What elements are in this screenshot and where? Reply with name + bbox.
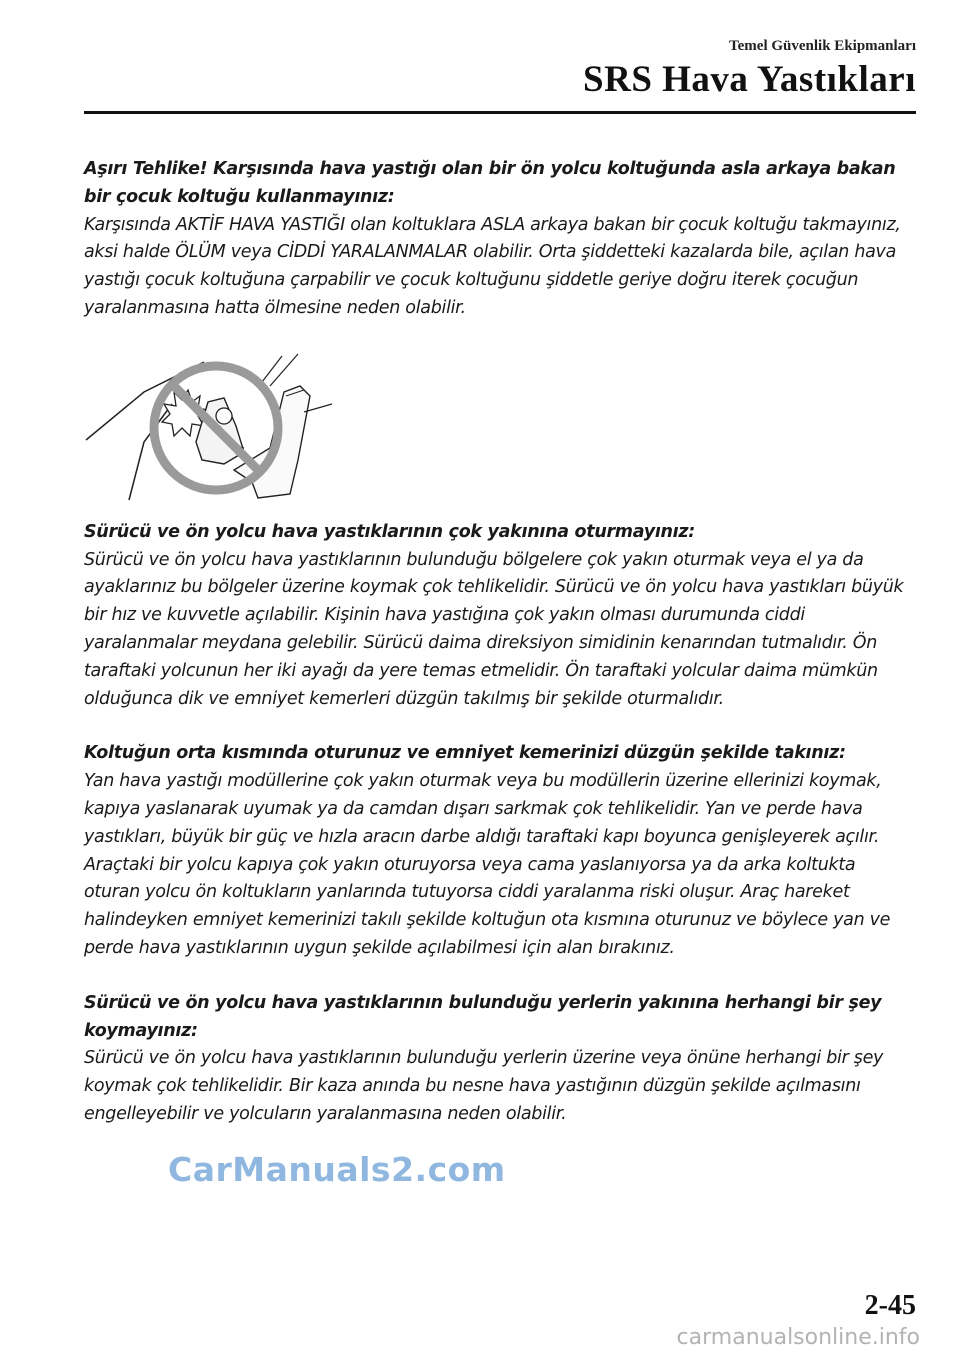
warning-heading-objects: Sürücü ve ön yolcu hava yastıklarının bulunduğu yerlerin yakınına herhangi bir şey koymayınız: — [84, 992, 882, 1041]
page-title: SRS Hava Yastıkları — [583, 59, 916, 100]
warning-body-rear-facing-seat: Karşısında AKTİF HAVA YASTIĞI olan koltuklara ASLA arkaya bakan bir çocuk koltuğu takmayınız, aksi halde ÖLÜM veya CİDDİ YARALANMALAR olabilir. Orta şiddetteki kazalarda bile, açılan hava yastığı çocuk koltuğuna çarpabilir ve çocuk koltuğunu şiddetle geriye doğru iterek çocuğun yaralanmasına hatta ölmesine neden olabilir. — [84, 214, 901, 318]
no-rear-facing-child-seat-icon — [84, 352, 334, 502]
watermark-online: carmanualsonline.info — [676, 1325, 920, 1350]
warning-body-sit-close: Sürücü ve ön yolcu hava yastıklarının bulunduğu bölgelere çok yakın oturmak veya el ya da ayaklarınız bu bölgeler üzerine koymak çok tehlikelidir. Sürücü ve ön yolcu hava yastıkları büyük bir hız ve kuvvetle açılabilir. Kişinin hava yastığına çok yakın olması durumunda ciddi yaralanmalar meydana gelebilir. Sürücü daima direksiyon simidinin kenarından tutmalıdır. Ön taraftaki yolcunun her iki ayağı da yere temas etmelidir. Ön taraftaki yolcular daima mümkün olduğunca dik ve emniyet kemerleri düzgün takılmış bir şekilde oturmalıdır. — [84, 549, 904, 709]
warning-body-objects: Sürücü ve ön yolcu hava yastıklarının bulunduğu yerlerin üzerine veya önüne herhangi bir şey koymak çok tehlikelidir. Bir kaza anında bu nesne hava yastığının düzgün şekilde açılmasını engelleyebilir ve yolcuların yaralanmasına neden olabilir. — [84, 1048, 884, 1124]
section-label: Temel Güvenlik Ekipmanları — [729, 38, 916, 54]
warning-heading-sit-center: Koltuğun orta kısmında oturunuz ve emniyet kemerinizi düzgün şekilde takınız: — [84, 743, 846, 764]
warning-body-sit-center: Yan hava yastığı modüllerine çok yakın oturmak veya bu modüllerin üzerine ellerinizi koymak, kapıya yaslanarak uyumak ya da camdan dışarı sarkmak çok tehlikelidir. Yan ve perde hava yastıkları, büyük bir güç ve hızla aracın darbe aldığı taraftaki kapı boyunca genişleyerek açılır. Araçtaki bir yolcu kapıya çok yakın oturuyorsa veya cama yaslanıyorsa ya da arka koltukta oturan yolcu ön koltukların yanlarında tutuyorsa ciddi yaralanma riski oluşur. Araç hareket halindeyken emniyet kemerinizi takılı şekilde koltuğun ota kısmına oturunuz ve böylece yan ve perde hava yastıklarının uygun şekilde açılabilmesi için alan bırakınız. — [84, 771, 891, 958]
paragraph-gap — [84, 963, 914, 990]
warning-heading-rear-facing-seat: Aşırı Tehlike! Karşısında hava yastığı olan bir ön yolcu koltuğunda asla arkaya bakan bir çocuk koltuğu kullanmayınız: — [84, 159, 896, 207]
page-number: 2-45 — [864, 1290, 916, 1321]
header-rule — [84, 111, 916, 114]
watermark-carmanuals: CarManuals2.com — [168, 1150, 506, 1189]
warning-heading-sit-close: Sürücü ve ön yolcu hava yastıklarının çok yakınına oturmayınız: — [84, 521, 695, 542]
manual-body — [84, 156, 914, 1129]
paragraph-gap — [84, 713, 914, 740]
